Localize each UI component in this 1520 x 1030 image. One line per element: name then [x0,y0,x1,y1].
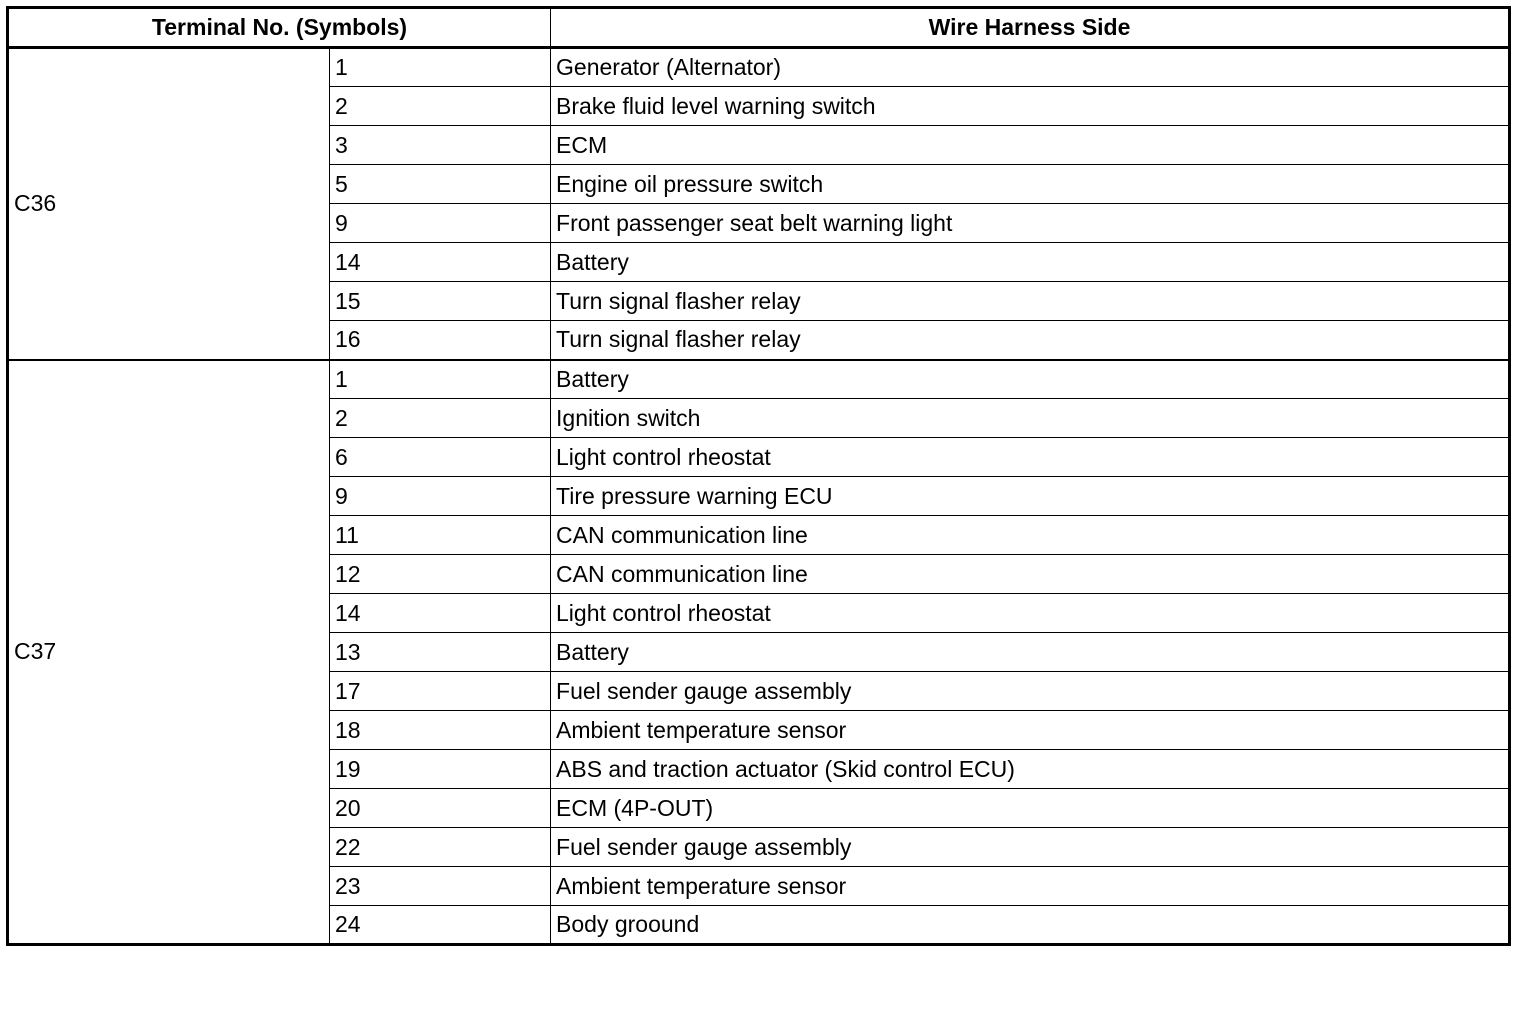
harness-description: Generator (Alternator) [551,48,1510,87]
harness-description: Light control rheostat [551,594,1510,633]
harness-description: Battery [551,633,1510,672]
pin-number: 24 [330,906,551,945]
pin-number: 12 [330,555,551,594]
pin-number: 2 [330,87,551,126]
pin-number: 1 [330,360,551,399]
harness-description: ECM [551,126,1510,165]
harness-description: Front passenger seat belt warning light [551,204,1510,243]
connector-label: C37 [8,360,330,945]
harness-description: Turn signal flasher relay [551,321,1510,360]
table-row [8,48,1510,87]
harness-description: Light control rheostat [551,438,1510,477]
harness-description: Battery [551,243,1510,282]
harness-description: Fuel sender gauge assembly [551,828,1510,867]
pin-number: 14 [330,594,551,633]
pin-number: 14 [330,243,551,282]
pin-number: 16 [330,321,551,360]
pin-number: 6 [330,438,551,477]
pin-number: 9 [330,477,551,516]
pin-number: 18 [330,711,551,750]
connector-label: C36 [8,48,330,360]
pin-number: 11 [330,516,551,555]
harness-description: ABS and traction actuator (Skid control ECU) [551,750,1510,789]
pin-number: 22 [330,828,551,867]
harness-description: Engine oil pressure switch [551,165,1510,204]
harness-description: Ambient temperature sensor [551,867,1510,906]
harness-description: Brake fluid level warning switch [551,87,1510,126]
table-header [8,8,1510,48]
harness-column-header: Wire Harness Side [551,8,1510,48]
harness-description: Ignition switch [551,399,1510,438]
pin-number: 5 [330,165,551,204]
terminal-column-header: Terminal No. (Symbols) [8,8,551,48]
harness-description: CAN communication line [551,516,1510,555]
pin-number: 1 [330,48,551,87]
pin-number: 15 [330,282,551,321]
harness-description: ECM (4P-OUT) [551,789,1510,828]
pin-number: 13 [330,633,551,672]
connector-group-c36 [8,48,1510,360]
harness-description: Ambient temperature sensor [551,711,1510,750]
header-row [8,8,1510,48]
harness-description: CAN communication line [551,555,1510,594]
harness-description: Body groound [551,906,1510,945]
table-row [8,360,1510,399]
terminal-table [6,6,1511,946]
pin-number: 3 [330,126,551,165]
connector-group-c37 [8,360,1510,945]
pin-number: 19 [330,750,551,789]
harness-description: Fuel sender gauge assembly [551,672,1510,711]
harness-description: Battery [551,360,1510,399]
pin-number: 2 [330,399,551,438]
pin-number: 9 [330,204,551,243]
pin-number: 17 [330,672,551,711]
pin-number: 23 [330,867,551,906]
harness-description: Tire pressure warning ECU [551,477,1510,516]
harness-description: Turn signal flasher relay [551,282,1510,321]
pin-number: 20 [330,789,551,828]
